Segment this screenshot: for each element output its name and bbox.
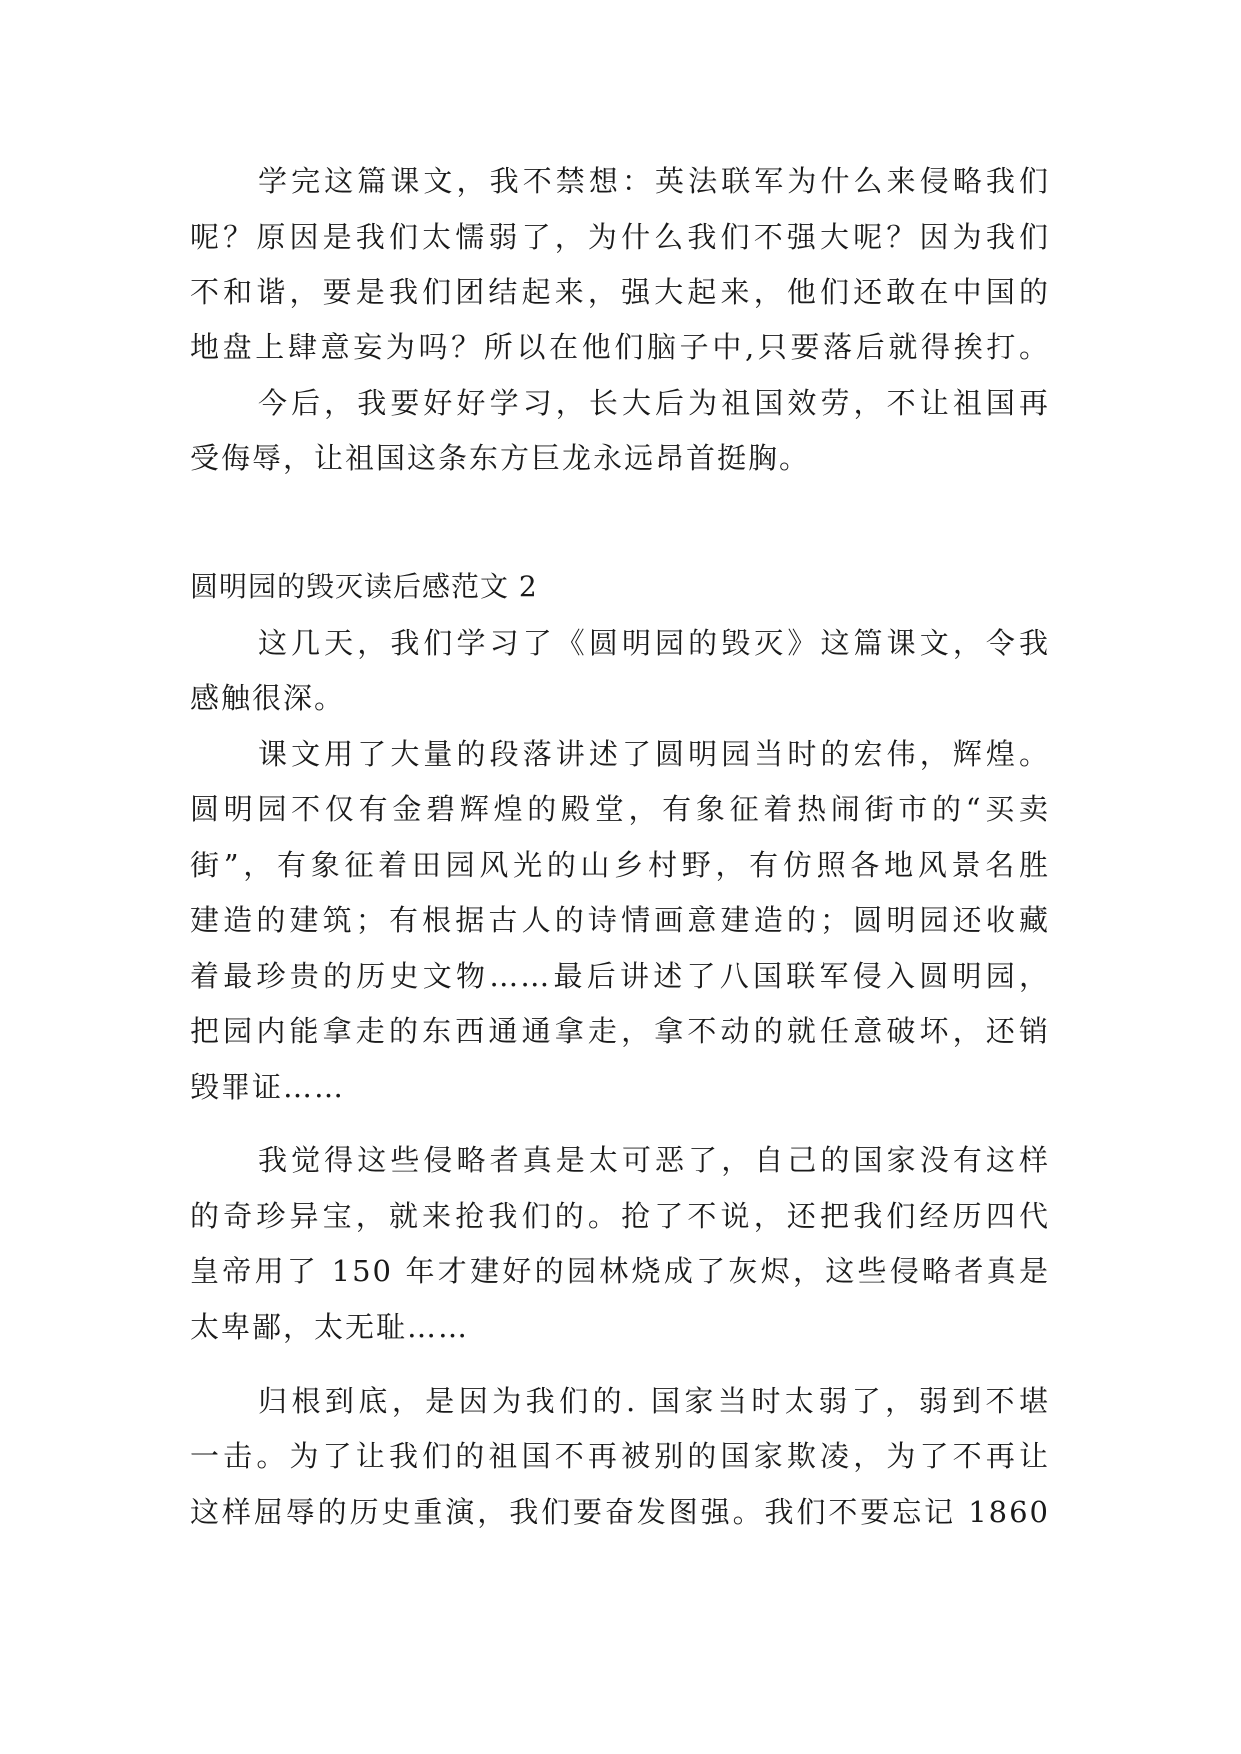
paragraph-line: 街”，有象征着田园风光的山乡村野，有仿照各地风景名胜 [190, 848, 1050, 882]
paragraph-line: 今后，我要好好学习，长大后为祖国效劳，不让祖国再 [258, 386, 1050, 420]
paragraph-line: 这样屈辱的历史重演，我们要奋发图强。我们不要忘记 1860 [190, 1495, 1050, 1529]
paragraph-line: 着最珍贵的历史文物……最后讲述了八国联军侵入圆明园， [190, 959, 1050, 993]
paragraph-line: 归根到底，是因为我们的. 国家当时太弱了，弱到不堪 [258, 1384, 1050, 1418]
paragraph-line: 太卑鄙，太无耻…… [190, 1310, 470, 1344]
paragraph-line: 圆明园不仅有金碧辉煌的殿堂，有象征着热闹街市的“买卖 [190, 792, 1050, 826]
paragraph-line: 地盘上肆意妄为吗？所以在他们脑子中,只要落后就得挨打。 [190, 330, 1050, 364]
paragraph-line: 建造的建筑；有根据古人的诗情画意建造的；圆明园还收藏 [190, 903, 1050, 937]
paragraph-line: 学完这篇课文，我不禁想：英法联军为什么来侵略我们 [258, 164, 1050, 198]
paragraph-line: 感触很深。 [190, 681, 346, 715]
paragraph-line: 不和谐，要是我们团结起来，强大起来，他们还敢在中国的 [190, 275, 1050, 309]
paragraph-line: 的奇珍异宝，就来抢我们的。抢了不说，还把我们经历四代 [190, 1199, 1050, 1233]
paragraph-line: 这几天，我们学习了《圆明园的毁灭》这篇课文，令我 [258, 626, 1050, 660]
paragraph-line: 一击。为了让我们的祖国不再被别的国家欺凌，为了不再让 [190, 1439, 1050, 1473]
paragraph-line: 受侮辱，让祖国这条东方巨龙永远昂首挺胸。 [190, 441, 811, 475]
paragraph-line: 毁罪证…… [190, 1070, 346, 1104]
section-title: 圆明园的毁灭读后感范文 2 [190, 570, 538, 603]
paragraph-line: 课文用了大量的段落讲述了圆明园当时的宏伟，辉煌。 [258, 737, 1050, 771]
paragraph-line: 皇帝用了 150 年才建好的园林烧成了灰烬，这些侵略者真是 [190, 1254, 1050, 1288]
paragraph-line: 呢？原因是我们太懦弱了，为什么我们不强大呢？因为我们 [190, 220, 1050, 254]
paragraph-line: 把园内能拿走的东西通通拿走，拿不动的就任意破坏，还销 [190, 1014, 1050, 1048]
paragraph-line: 我觉得这些侵略者真是太可恶了，自己的国家没有这样 [258, 1143, 1050, 1177]
